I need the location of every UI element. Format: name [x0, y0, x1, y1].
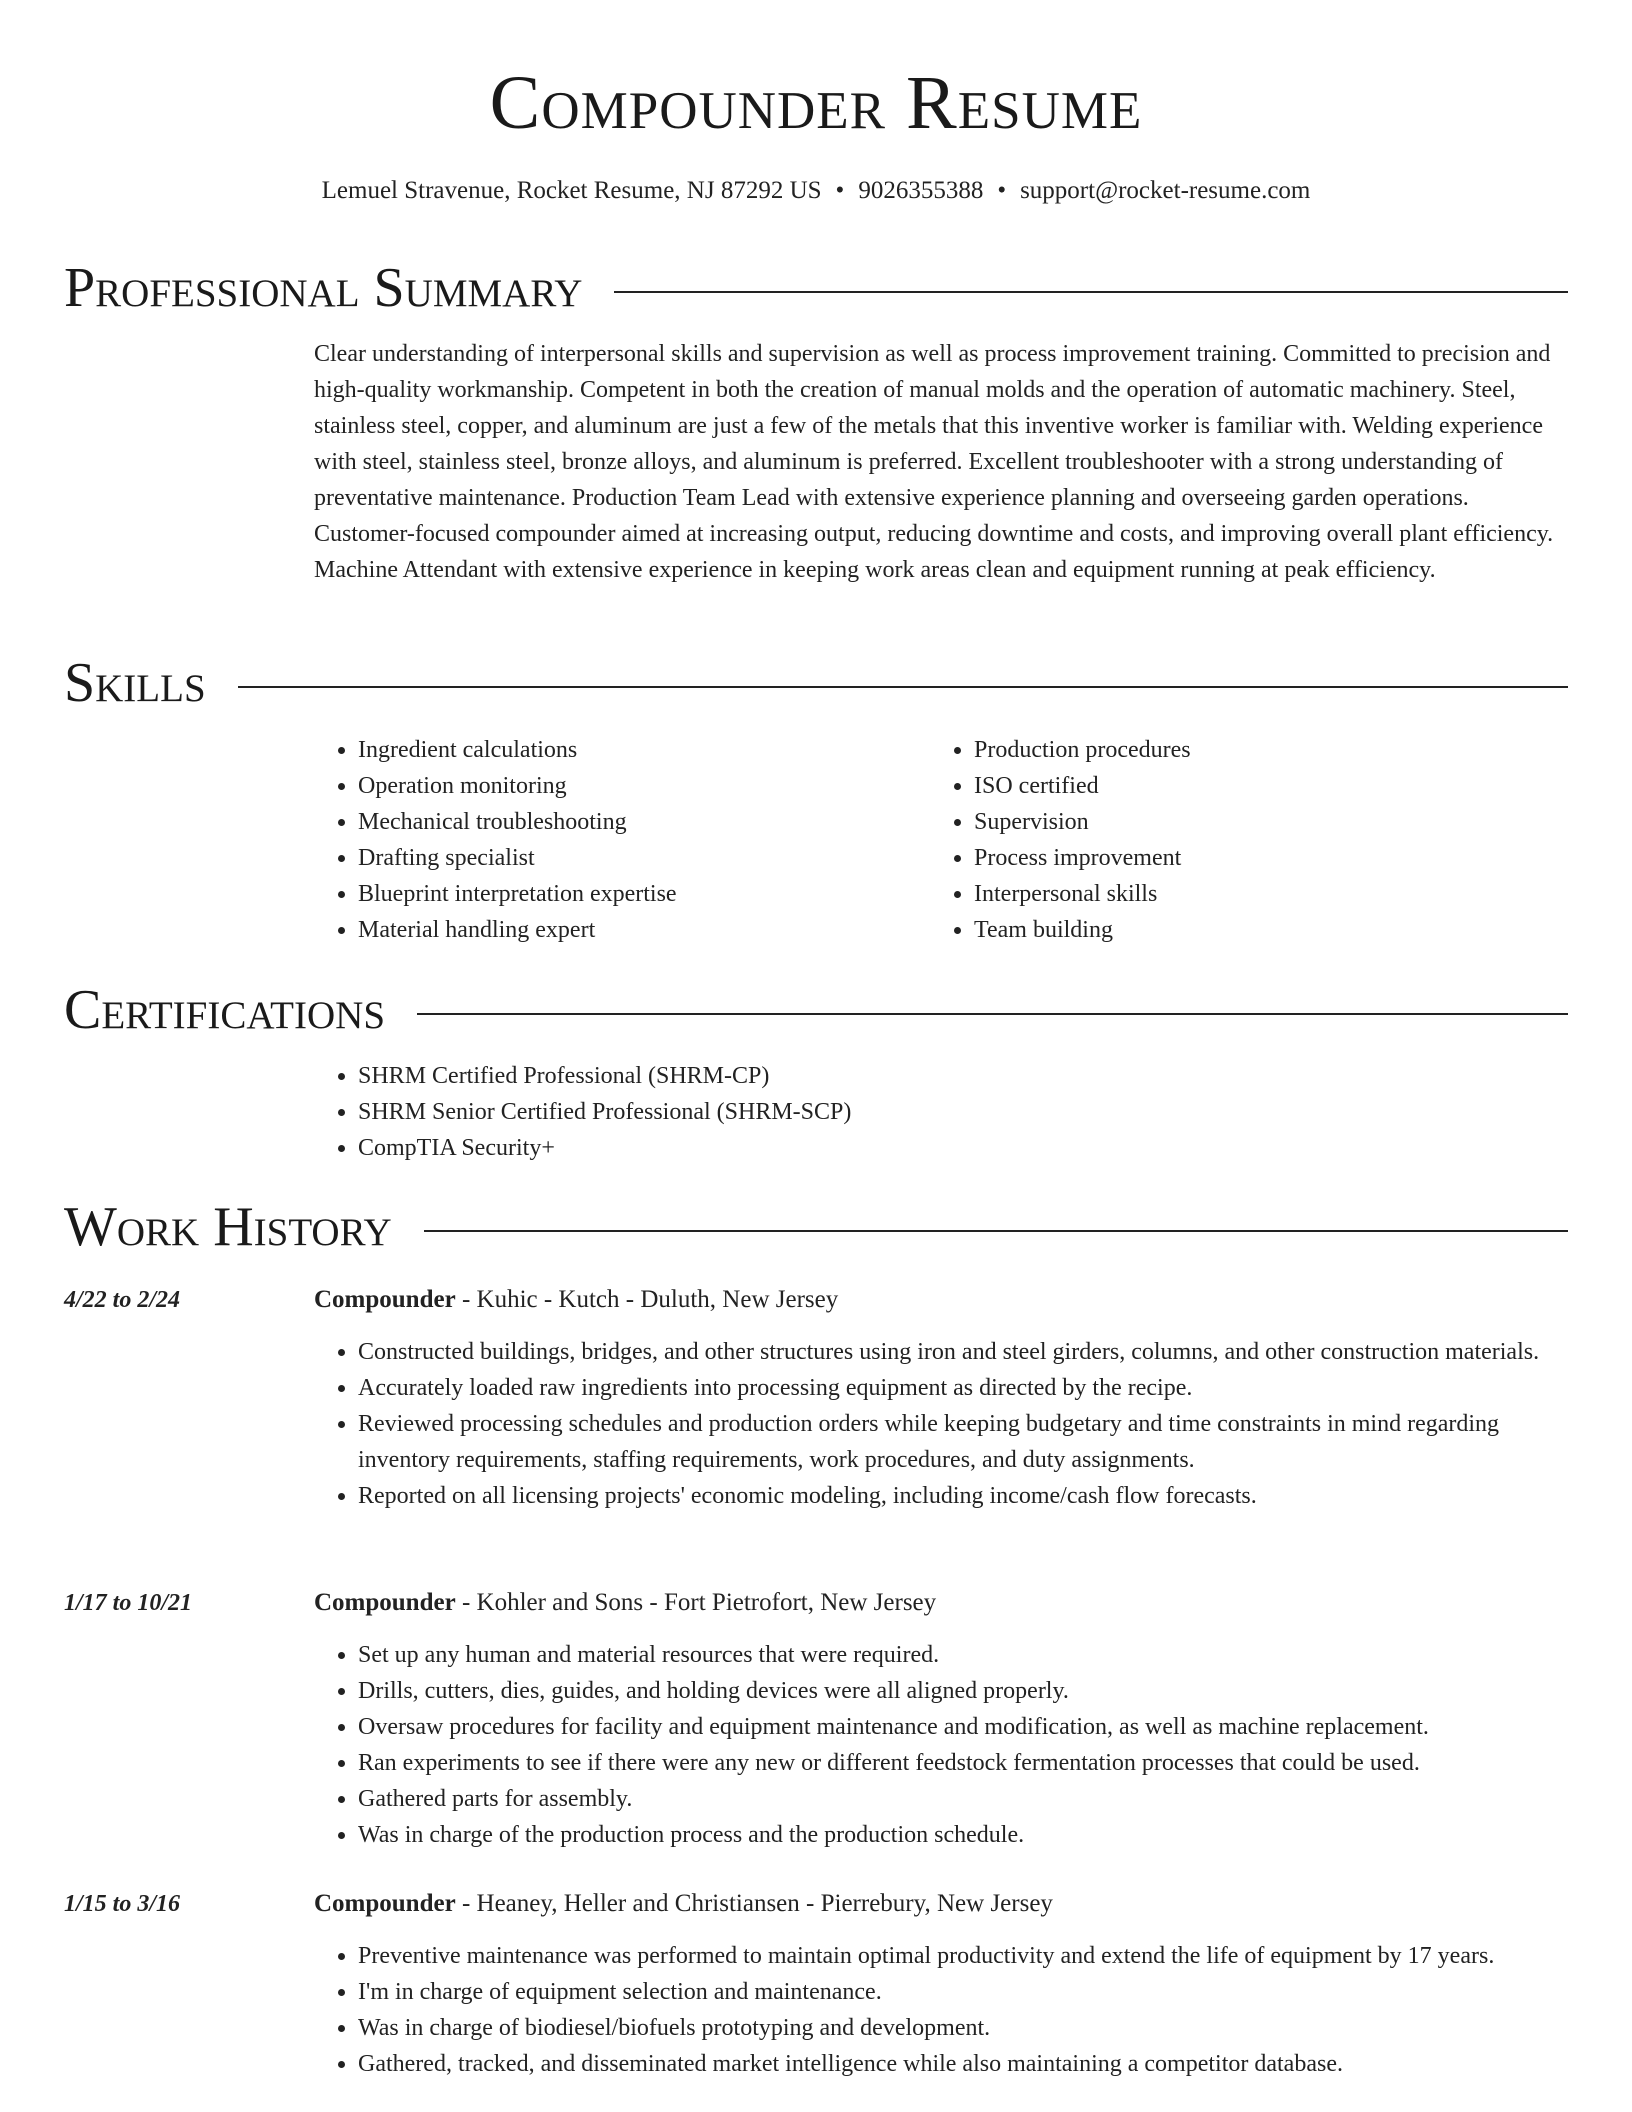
- job-bullet: • I'm in charge of equipment selection and maintenance.: [358, 1974, 1570, 2010]
- contact-phone: 9026355388: [858, 177, 984, 204]
- skill-item: • Supervision: [974, 804, 1546, 840]
- skill-item: • ISO certified: [974, 768, 1546, 804]
- skill-item: • Team building: [974, 912, 1546, 948]
- section-title: Professional Summary: [64, 257, 583, 319]
- skills-column-left: [314, 732, 930, 948]
- section-heading-skills: [64, 650, 1568, 716]
- section-heading-summary: [64, 255, 1568, 321]
- job-company: - Heaney, Heller and Christiansen - Pierrebury, New Jersey: [455, 1890, 1053, 1917]
- skills-list: [314, 732, 1570, 948]
- skills-column-right: [930, 732, 1546, 948]
- section-divider: [417, 1013, 1568, 1015]
- job-role: Compounder: [314, 1589, 456, 1616]
- job-entry: [64, 1886, 1570, 2106]
- certification-item: • SHRM Senior Certified Professional (SHRM-SCP): [358, 1094, 1570, 1130]
- skill-item: • Process improvement: [974, 840, 1546, 876]
- job-bullet: • Reviewed processing schedules and production orders while keeping budgetary and time constraints in mind regarding inventory requirements, staffing requirements, work procedures, and duty assignments.: [358, 1406, 1570, 1478]
- job-bullet: • Was in charge of biodiesel/biofuels prototyping and development.: [358, 2010, 1570, 2046]
- job-heading: [314, 1282, 838, 1318]
- certification-item: • SHRM Certified Professional (SHRM-CP): [358, 1058, 1570, 1094]
- contact-email[interactable]: support@rocket-resume.com: [1020, 177, 1311, 204]
- job-bullet: • Preventive maintenance was performed to maintain optimal productivity and extend the life of equipment by 17 years.: [358, 1938, 1570, 1974]
- certifications-bullets: [314, 1058, 1570, 1166]
- skill-item: • Operation monitoring: [358, 768, 930, 804]
- job-bullet: • Oversaw procedures for facility and equipment maintenance and modification, as well as machine replacement.: [358, 1709, 1570, 1745]
- job-bullet-list: [314, 1334, 1570, 1514]
- job-entry: [64, 1282, 1570, 1552]
- job-heading: [314, 1585, 936, 1621]
- contact-line: [0, 174, 1632, 208]
- skill-item: • Mechanical troubleshooting: [358, 804, 930, 840]
- skill-item: • Production procedures: [974, 732, 1546, 768]
- skills-right-list: [930, 732, 1546, 948]
- job-bullet: • Ran experiments to see if there were any new or different feedstock fermentation processes that could be used.: [358, 1745, 1570, 1781]
- job-bullet: • Gathered, tracked, and disseminated market intelligence while also maintaining a competitor database.: [358, 2046, 1570, 2082]
- job-bullet: • Accurately loaded raw ingredients into processing equipment as directed by the recipe.: [358, 1370, 1570, 1406]
- section-divider: [614, 291, 1568, 293]
- job-bullet-list: [314, 1637, 1570, 1853]
- job-role: Compounder: [314, 1286, 456, 1313]
- job-company: - Kohler and Sons - Fort Pietrofort, New Jersey: [455, 1589, 937, 1616]
- skills-left-list: [314, 732, 930, 948]
- section-divider: [238, 686, 1568, 688]
- job-dates: 4/22 to 2/24: [64, 1287, 181, 1313]
- job-bullet: • Constructed buildings, bridges, and other structures using iron and steel girders, columns, and other construction materials.: [358, 1334, 1570, 1370]
- job-bullets: [314, 1334, 1570, 1514]
- job-bullet: • Set up any human and material resources that were required.: [358, 1637, 1570, 1673]
- section-title: Certifications: [64, 979, 386, 1041]
- section-title: Skills: [64, 652, 206, 714]
- certification-item: • CompTIA Security+: [358, 1130, 1570, 1166]
- section-title: Work History: [64, 1196, 392, 1258]
- job-role: Compounder: [314, 1890, 456, 1917]
- job-bullet: • Gathered parts for assembly.: [358, 1781, 1570, 1817]
- summary-text: Clear understanding of interpersonal skills and supervision as well as process improvement training. Committed to precision and high-quality workmanship. Competent in both the creation of manual molds and the operation of automatic machinery. Steel, stainless steel, copper, and aluminum are just a few of the metals that this inventive worker is familiar with. Welding experience with steel, stainless steel, bronze alloys, and aluminum is preferred. Excellent troubleshooter with a strong understanding of preventative maintenance. Production Team Lead with extensive experience planning and overseeing garden operations. Customer-focused compounder aimed at increasing output, reducing downtime and costs, and improving overall plant efficiency. Machine Attendant with extensive experience in keeping work areas clean and equipment running at peak efficiency.: [314, 341, 1554, 583]
- job-bullet: • Was in charge of the production process and the production schedule.: [358, 1817, 1570, 1853]
- job-bullets: [314, 1938, 1570, 2082]
- job-company: - Kuhic - Kutch - Duluth, New Jersey: [455, 1286, 839, 1313]
- job-heading: [314, 1886, 1053, 1922]
- job-dates: 1/17 to 10/21: [64, 1590, 193, 1616]
- certifications-list: [314, 1058, 1570, 1166]
- job-bullet-list: [314, 1938, 1570, 2082]
- skill-item: • Material handling expert: [358, 912, 930, 948]
- skill-item: • Blueprint interpretation expertise: [358, 876, 930, 912]
- section-divider: [424, 1230, 1568, 1232]
- contact-address: Lemuel Stravenue, Rocket Resume, NJ 87292 US: [321, 177, 822, 204]
- skill-item: • Drafting specialist: [358, 840, 930, 876]
- job-bullets: [314, 1637, 1570, 1853]
- job-dates: 1/15 to 3/16: [64, 1891, 181, 1917]
- job-bullet: • Reported on all licensing projects' economic modeling, including income/cash flow forecasts.: [358, 1478, 1570, 1514]
- section-heading-work-history: [64, 1194, 1568, 1260]
- contact-separator: •: [835, 177, 845, 204]
- skill-item: • Interpersonal skills: [974, 876, 1546, 912]
- contact-separator: •: [997, 177, 1007, 204]
- section-heading-certifications: [64, 977, 1568, 1043]
- job-bullet: • Drills, cutters, dies, guides, and holding devices were all aligned properly.: [358, 1673, 1570, 1709]
- job-entry: [64, 1585, 1570, 1855]
- skill-item: • Ingredient calculations: [358, 732, 930, 768]
- resume-title: Compounder Resume: [489, 61, 1143, 145]
